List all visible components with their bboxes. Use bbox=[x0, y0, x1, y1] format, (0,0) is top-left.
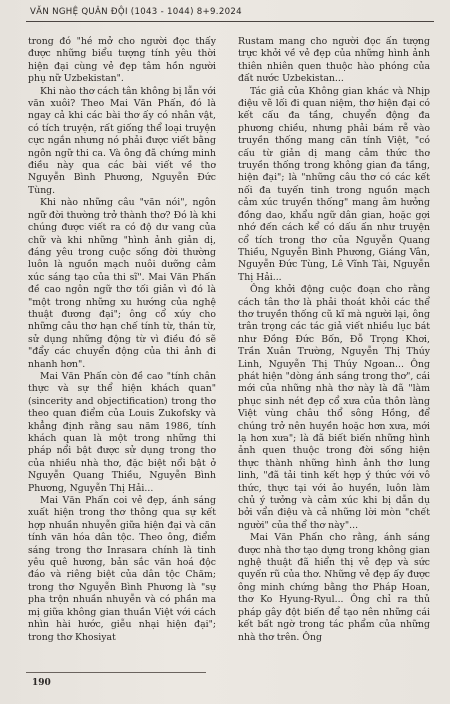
paragraph: Tác giả của Không gian khác và Nhịp điệu vẽ lối đi quan niệm, thơ hiện đại có kết cấu đa tầng, chuyển động đa phương chiều, nhưng phải bám rễ vào truyền thống mang căn tính Việt, "có cấu từ giản dị mang cảm thức thơ truyền thống trong không gian đa tầng, hiện đại"; là "những câu thơ có các kết nối đa tuyến tinh trong nguồn mạch cảm xúc truyền thống" mang âm hưởng đồng dao, khẩu ngữ dân gian, hoặc gợi nhớ đến cách kể có dấu ấn như truyện cổ tích trong thơ của Nguyễn Quang Thiều, Nguyễn Bình Phương, Giáng Vân, Nguyễn Đức Tùng, Lê Vĩnh Tài, Nguyễn Thị Hải... bbox=[238, 85, 430, 283]
paragraph: Mai Văn Phấn cho rằng, ánh sáng được nhà thơ tạo dựng trong không gian nghệ thuật đã hiển thị vẻ đẹp và sức quyến rũ của thơ. Những vẻ đẹp ấy được ông minh chứng bằng thơ Pháp Hoan, thơ Ko Hyung-Ryul... Ông chỉ ra thủ pháp gây đột biến để tạo nên những cái kết bất ngờ trong tác phẩm của những nhà thơ trên. Ông bbox=[238, 532, 430, 643]
paragraph: Ông khởi động cuộc đoạn cho rằng cách tân thơ là phải thoát khỏi các thể thơ truyền thống cũ kĩ mà người lại, ông trân trọng các tác giả viết nhiều lục bát như Đồng Đức Bốn, Đỗ Trọng Khơi, Trần Xuân Trường, Nguyễn Thị Thúy Linh, Nguyễn Thị Thúy Ngoan... Ông phát hiện "dòng ánh sáng trong thơ", cái mới của những nhà thơ này là đã "làm phục sinh nét đẹp cổ xưa của thôn làng Việt vùng châu thổ sông Hồng, để chúng trở nên huyền hoặc hơn xưa, mới lạ hơn xưa"; là đã biết biến những hình ảnh quen thuộc trong đời sống hiện thực thành những hình ảnh thơ lung linh, "đã tải tinh kết hợp ý thức với vô thức, thực tại với ảo huyền, luôn làm chủ ý tưởng và cảm xúc khi bị dẫn dụ bởi vẩn điệu và cả những lời mòn "chết người" của thể thơ này"... bbox=[238, 284, 430, 531]
page-number: 190 bbox=[32, 678, 51, 688]
paragraph: Mai Văn Phấn coi vẻ đẹp, ánh sáng xuất hiện trong thơ thông qua sự kết hợp nhuần nhuyễn giữa hiện đại và căn tính văn hóa dân tộc. Theo ông, điểm sáng trong thơ Inrasara chính là tinh yêu quê hương, bản sắc văn hoá độc đáo và riêng biệt của dân tộc Chăm; trong thơ Nguyễn Bình Phương là "sự pha trộn nhuần nhuyễn và có phần ma mị giữa không gian thuần Việt với cách nhìn hài hước, giễu nhại hiện đại"; trong thơ Khosiyat bbox=[28, 495, 216, 643]
left-column bbox=[28, 36, 216, 676]
footer-rule bbox=[26, 672, 206, 673]
header-rule bbox=[26, 21, 434, 22]
paragraph: Rustam mang cho người đọc ấn tượng trực khởi về vẻ đẹp của những hình ảnh thiên nhiên quen thuộc hào phóng của đất nước Uzbekistan... bbox=[238, 36, 430, 85]
paragraph: Khi nào thơ cách tân không bị lẫn với văn xuôi? Theo Mai Văn Phấn, đó là ngay cả khi các bài thơ ấy có nhân vật, có tích truyện, rất giống thể loại truyện cực ngắn nhưng nó phải được viết bằng ngôn ngữ thi ca. Và ông đã chứng minh điều này qua các bài viết về thơ Nguyễn Bình Phương, Nguyễn Đức Tùng. bbox=[28, 85, 216, 196]
running-header: VĂN NGHỆ QUÂN ĐỘI (1043 - 1044) 8+9.2024 bbox=[30, 7, 242, 17]
right-column bbox=[238, 36, 430, 676]
paragraph: trong đó "hé mở cho người đọc thấy được những biểu tượng tính yêu thời hiện đại cùng vẻ đẹp tâm hồn người phụ nữ Uzbekistan". bbox=[28, 36, 216, 85]
paragraph: Khi nào những câu "văn nói", ngôn ngữ đời thường trở thành thơ? Đó là khi chúng được viết ra có độ dư vang của chữ và khi những "hình ảnh giản dị, đáng yêu trong cuộc sống đời thường luôn là nguồn mạch nuôi dưỡng cảm xúc sáng tạo của thi sĩ". Mai Văn Phấn đề cao ngôn ngữ thơ tối giản vì đó là "một trong những xu hướng của nghệ thuật đương đại"; ông cổ xúy cho những câu thơ hạn chế tính từ, thán từ, sử dụng những động từ vì điều đó sẽ "đẩy các chuyển động của thi ảnh đi nhanh hơn". bbox=[28, 197, 216, 370]
paragraph: Mai Văn Phấn còn đề cao "tính chân thực và sự thể hiện khách quan" (sincerity and objectification) trong thơ theo quan điểm của Louis Zukofsky và khẳng định rằng sau năm 1986, tính khách quan là một trong những thi pháp nổi bật được sử dụng trong thơ của nhiều nhà thơ, đặc biệt nổi bật ở Nguyễn Quang Thiều, Nguyễn Bình Phương, Nguyễn Thị Hải... bbox=[28, 370, 216, 494]
